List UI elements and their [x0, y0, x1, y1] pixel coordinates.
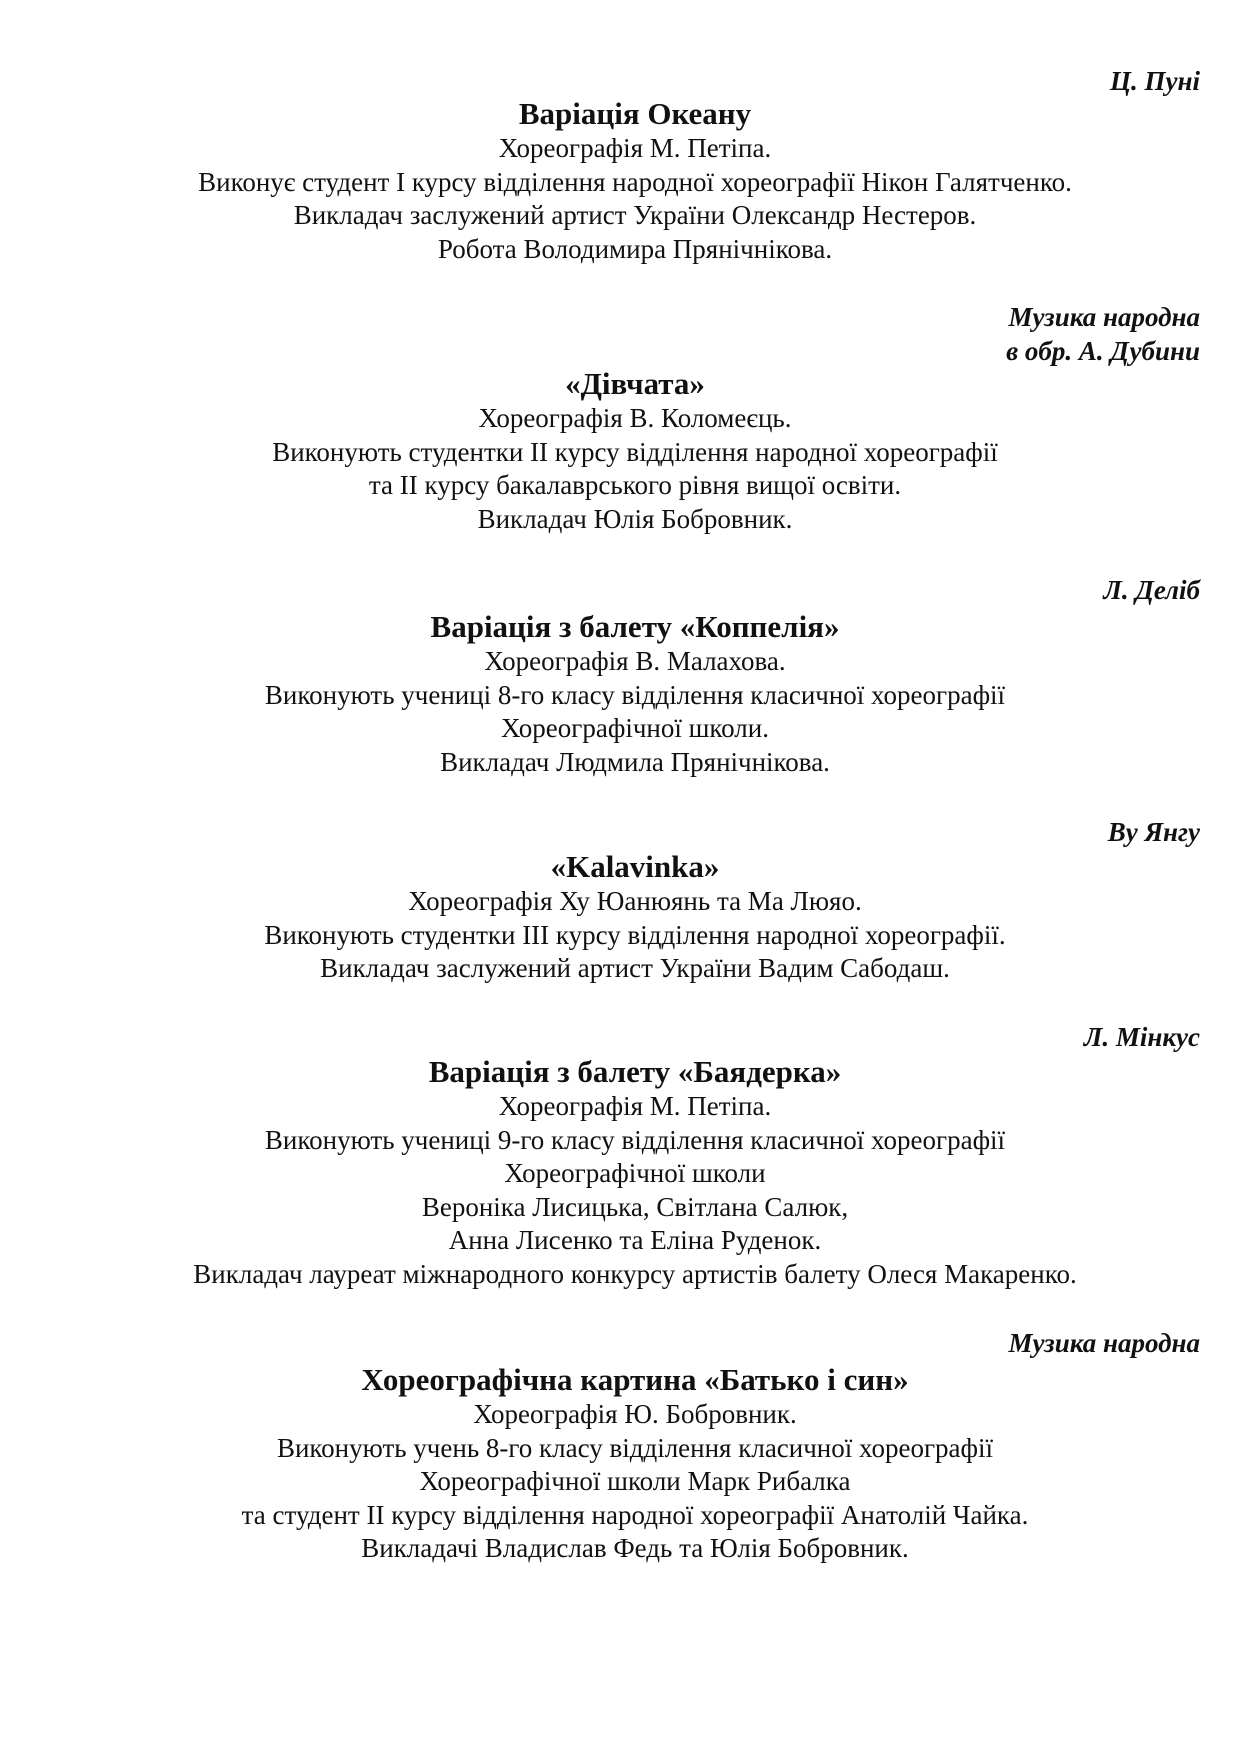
program-item	[15, 96, 1240, 266]
performer-line: та студент II курсу відділення народної хореографії Анатолій Чайка.	[241, 1499, 1029, 1530]
performer-line: Виконують учениці 8-го класу відділення класичної хореографії	[264, 679, 1006, 710]
performer-line: Виконують студентки III курсу відділення народної хореографії.	[264, 919, 1006, 950]
performer-line: Виконує студент I курсу відділення народної хореографії Нікон Галятченко.	[198, 166, 1072, 197]
arranger-name: в обр. А. Дубини	[1006, 336, 1200, 366]
piece-title: «Kalavinka»	[550, 849, 720, 884]
composer-name: Л. Деліб	[1103, 575, 1200, 605]
composer-credit	[700, 815, 1200, 849]
teacher-line: Викладач Юлія Бобровник.	[477, 503, 793, 534]
choreographer-line: Хореографія В. Коломеєць.	[478, 403, 792, 433]
performer-names-line: Анна Лисенко та Еліна Руденок.	[448, 1225, 822, 1256]
performer-line: Хореографічної школи.	[501, 713, 769, 744]
piece-title: Варіація з балету «Коппелія»	[430, 609, 840, 644]
piece-title: Хореографічна картина «Батько і син»	[361, 1362, 909, 1397]
composer-name: Музика народна	[1008, 302, 1200, 332]
composer-name: Музика народна	[1008, 1328, 1200, 1358]
choreographer-line: Хореографія Ю. Бобровник.	[473, 1399, 797, 1429]
program-item	[15, 849, 1240, 986]
composer-credit	[700, 1326, 1200, 1360]
performer-names-line: Вероніка Лисицька, Світлана Салюк,	[421, 1191, 849, 1222]
composer-name: Л. Мінкус	[1083, 1022, 1200, 1052]
choreographer-line: Хореографія В. Малахова.	[484, 646, 786, 676]
piece-title: Варіація Океану	[518, 96, 752, 131]
program-item	[15, 366, 1240, 536]
composer-name: Ву Янгу	[1107, 817, 1200, 847]
performer-line: Виконують студентки II курсу відділення народної хореографії	[272, 436, 998, 467]
choreographer-line: Хореографія М. Петіпа.	[498, 133, 772, 163]
composer-credit	[700, 300, 1200, 368]
performer-line: Хореографічної школи Марк Рибалка	[419, 1466, 851, 1497]
piece-title: «Дівчата»	[565, 366, 705, 401]
program-item	[15, 609, 1240, 779]
teacher-line: Викладач заслужений артист України Вадим Сабодаш.	[320, 953, 950, 984]
piece-title: Варіація з балету «Баядерка»	[428, 1054, 842, 1089]
composer-credit	[700, 1020, 1200, 1054]
composer-credit	[700, 573, 1200, 607]
choreographer-line: Хореографія Ху Юанюянь та Ма Люяо.	[408, 886, 862, 916]
credit-line: Робота Володимира Прянічнікова.	[437, 233, 833, 264]
composer-credit	[700, 64, 1200, 98]
performer-line: Виконують учениці 9-го класу відділення класичної хореографії	[264, 1124, 1006, 1155]
composer-name: Ц. Пуні	[1110, 66, 1200, 96]
performer-line: Хореографічної школи	[504, 1158, 766, 1189]
choreographer-line: Хореографія М. Петіпа.	[498, 1091, 772, 1121]
program-item	[15, 1054, 1240, 1292]
performer-line: та II курсу бакалаврського рівня вищої освіти.	[368, 470, 902, 501]
teacher-line: Викладач заслужений артист України Олександр Нестеров.	[293, 200, 977, 231]
teacher-line: Викладач Людмила Прянічнікова.	[440, 746, 830, 777]
teacher-line: Викладачі Владислав Федь та Юлія Бобровник.	[361, 1533, 909, 1564]
performer-line: Виконують учень 8-го класу відділення класичної хореографії	[276, 1432, 994, 1463]
teacher-line: Викладач лауреат міжнародного конкурсу артистів балету Олеся Макаренко.	[193, 1258, 1077, 1289]
program-item	[15, 1362, 1240, 1566]
